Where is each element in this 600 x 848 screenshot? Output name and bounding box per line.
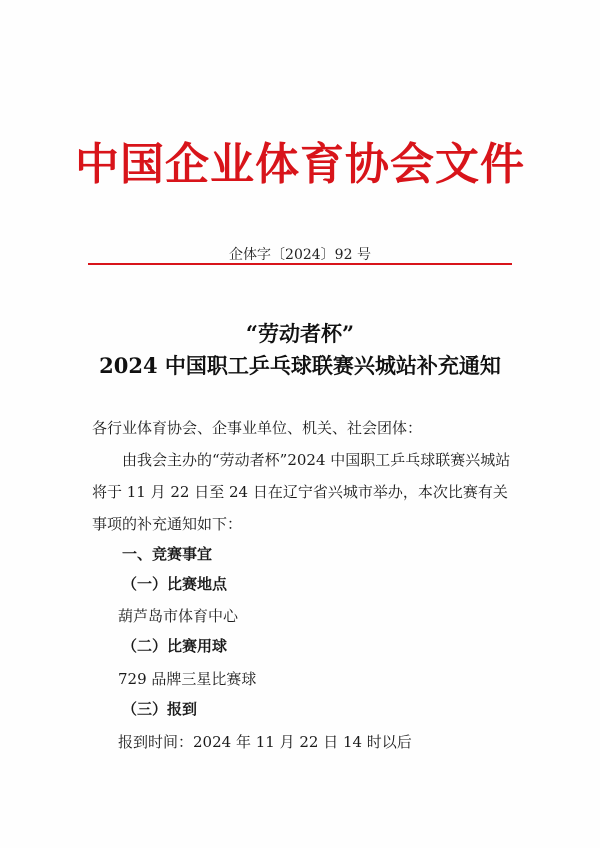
salutation: 各行业体育协会、企事业单位、机关、社会团体： <box>92 419 423 437</box>
notice-title-line2: 2024 中国职工乒乓球联赛兴城站补充通知 <box>99 353 501 378</box>
document-number: 企体字〔2024〕92 号 <box>229 247 371 263</box>
sub2-text: 729 品牌三星比赛球 <box>118 670 257 688</box>
sub1-text: 葫芦岛市体育中心 <box>118 607 239 625</box>
section1-heading: 一、竞赛事宜 <box>122 545 213 563</box>
sub1-heading: （一）比赛地点 <box>122 575 228 593</box>
org-document-title: 中国企业体育协会文件 <box>75 139 525 190</box>
sub3-text: 报到时间：2024 年 11 月 22 日 14 时以后 <box>118 733 412 751</box>
intro-paragraph: 由我会主办的“劳动者杯”2024 中国职工乒乓球联赛兴城站将于 11 月 22 日至 24 日在辽宁省兴城市举办，本次比赛有关事项的补充通知如下： <box>92 451 511 533</box>
sub3-heading: （三）报到 <box>122 700 198 718</box>
sub2-heading: （二）比赛用球 <box>122 637 228 655</box>
red-divider-line <box>88 263 512 265</box>
notice-title-line1: “劳动者杯” <box>245 321 355 346</box>
